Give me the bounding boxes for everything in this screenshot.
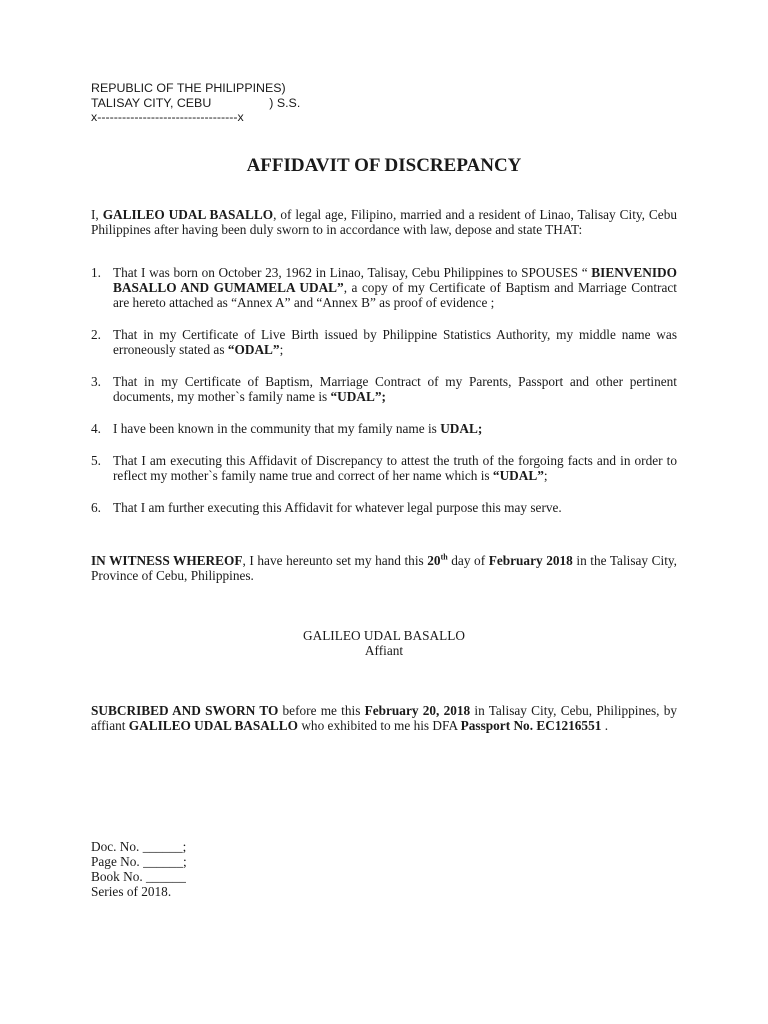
series-year: Series of 2018. (91, 884, 172, 899)
statement-text: I have been known in the community that my family name is (113, 421, 441, 436)
venue-country: REPUBLIC OF THE PHILIPPINES) (91, 81, 286, 95)
statement-text-end: ; (543, 468, 548, 483)
statement-bold-text: “ODAL” (227, 342, 280, 357)
venue-city: TALISAY CITY, CEBU (91, 95, 212, 110)
statement-item (91, 421, 677, 436)
statement-text: That I am executing this Affidavit of Discrepancy to attest the truth of the forgoing facts and in order to reflect my mother`s family name true and correct of her name which is (113, 453, 677, 483)
page-number: Page No. ______; (91, 854, 187, 869)
jurat-text-1: before me this (278, 703, 365, 718)
jurat-paragraph (91, 703, 677, 733)
statement-item (91, 374, 677, 404)
signature-name: GALILEO UDAL BASALLO (302, 628, 465, 643)
witness-text-2: day of (447, 553, 489, 568)
statement-item (91, 265, 677, 310)
venue-city-row (91, 96, 300, 111)
intro-prefix: I, (91, 207, 103, 222)
statement-bold-text: “UDAL”; (330, 389, 386, 404)
statement-number: 5. (91, 453, 101, 468)
statement-text: That I was born on October 23, 1962 in Linao, Talisay, Cebu Philippines to SPOUSES “ (113, 265, 592, 280)
jurat-text-3: who exhibited to me his DFA (298, 718, 461, 733)
statement-bold-text: BIENVENIDO BASALLO AND GUMAMELA UDAL” (113, 265, 677, 295)
statement-number: 6. (91, 500, 101, 515)
statement-number: 1. (91, 265, 101, 280)
document-title: AFFIDAVIT OF DISCREPANCY (246, 155, 522, 176)
witness-day (427, 553, 447, 568)
statement-item (91, 327, 677, 357)
statement-text-end: ; (279, 342, 284, 357)
statement-item (91, 500, 677, 515)
statement-text: That in my Certificate of Baptism, Marriage Contract of my Parents, Passport and other pertinent documents, my mother`s family name is (113, 374, 677, 404)
book-number: Book No. ______ (91, 869, 186, 884)
jurat-lead: SUBCRIBED AND SWORN TO (91, 703, 279, 718)
notarial-register (91, 839, 187, 899)
intro-rest: , of legal age, Filipino, married and a resident of Linao, Talisay City, Cebu Philippines after having been duly sworn to in accordance with law, depose and state THAT: (91, 207, 677, 237)
jurat-text-4: . (601, 718, 609, 733)
passport-number: Passport No. EC1216551 (460, 718, 602, 733)
jurat-date: February 20, 2018 (364, 703, 471, 718)
witness-day-number: 20 (427, 553, 441, 568)
intro-paragraph (91, 207, 677, 237)
statement-bold-text: “UDAL” (492, 468, 544, 483)
jurat-text-2: in Talisay City, Cebu, Philippines, by affiant (91, 703, 678, 733)
witness-lead: IN WITNESS WHEREOF (91, 553, 243, 568)
statement-number: 2. (91, 327, 101, 342)
statement-text-end: , a copy of my Certificate of Baptism and Marriage Contract are hereto attached as “Annex A” and “Annex B” as proof of evidence ; (113, 280, 677, 310)
witness-paragraph (91, 553, 677, 583)
witness-day-suffix: th (440, 552, 448, 562)
statement-text: That in my Certificate of Live Birth issued by Philippine Statistics Authority, my middle name was erroneously stated as (113, 327, 677, 357)
venue-block (91, 81, 300, 125)
jurat-affiant-name: GALILEO UDAL BASALLO (128, 718, 298, 733)
statement-item (91, 453, 677, 483)
venue-divider: x----------------------------------x (91, 110, 244, 125)
affiant-name: GALILEO UDAL BASALLO (102, 207, 274, 222)
statement-text: That I am further executing this Affidavit for whatever legal purpose this may serve. (113, 500, 562, 515)
doc-number: Doc. No. ______; (91, 839, 187, 854)
statements-list (91, 265, 677, 515)
statement-bold-text: UDAL; (440, 421, 483, 436)
signature-role: Affiant (364, 643, 404, 658)
witness-text-1: , I have hereunto set my hand this (242, 553, 428, 568)
statement-number: 4. (91, 421, 101, 436)
statement-number: 3. (91, 374, 101, 389)
venue-ss: ) S.S. (269, 95, 301, 110)
witness-month: February 2018 (488, 553, 573, 568)
witness-text-3: in the Talisay City, Province of Cebu, Philippines. (91, 553, 678, 583)
